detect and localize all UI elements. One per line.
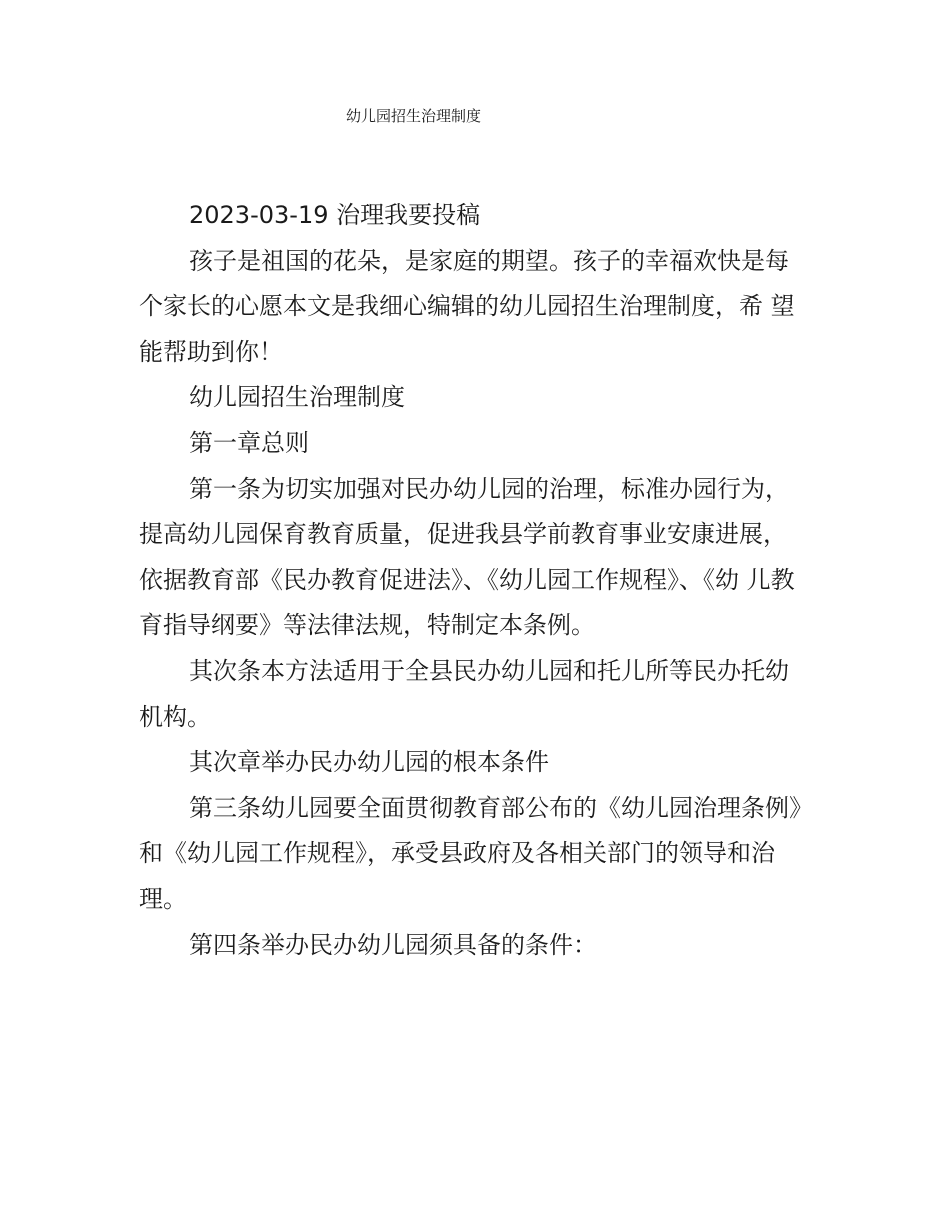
chapter-1-heading: 第一章总则 [189,428,309,457]
document-heading: 幼儿园招生治理制度 [189,383,405,412]
article-4: 第四条举办民办幼儿园须具备的条件： [189,930,597,959]
page-header-title: 幼儿园招生治理制度 [346,107,482,125]
intro-paragraph: 孩子是祖国的花朵，是家庭的期望。孩子的幸福欢快是每个家长的心愿本文是我细心编辑的幼儿园招生治理制度，希 望能帮助到你！ [139,246,795,366]
article-2: 其次条本方法适用于全县民办幼儿园和托儿所等民办托幼 机构。 [139,656,789,731]
chapter-2-heading: 其次章举办民办幼儿园的根本条件 [189,748,549,777]
date-line: 2023-03-19 治理我要投稿 [189,201,481,229]
article-3: 第三条幼儿园要全面贯彻教育部公布的《幼儿园治理条例》和《幼儿园工作规程》，承受县政府及各相关部门的领导和治理。 [139,793,801,913]
article-1: 第一条为切实加强对民办幼儿园的治理，标准办园行为，提高幼儿园保育教育质量，促进我县学前教育事业安康进展， 依据教育部《民办教育促进法》、《幼儿园工作规程》、《幼 儿教育指导纲要》等法律法规，特制定本条例。 [139,474,795,640]
document-body [139,193,811,968]
